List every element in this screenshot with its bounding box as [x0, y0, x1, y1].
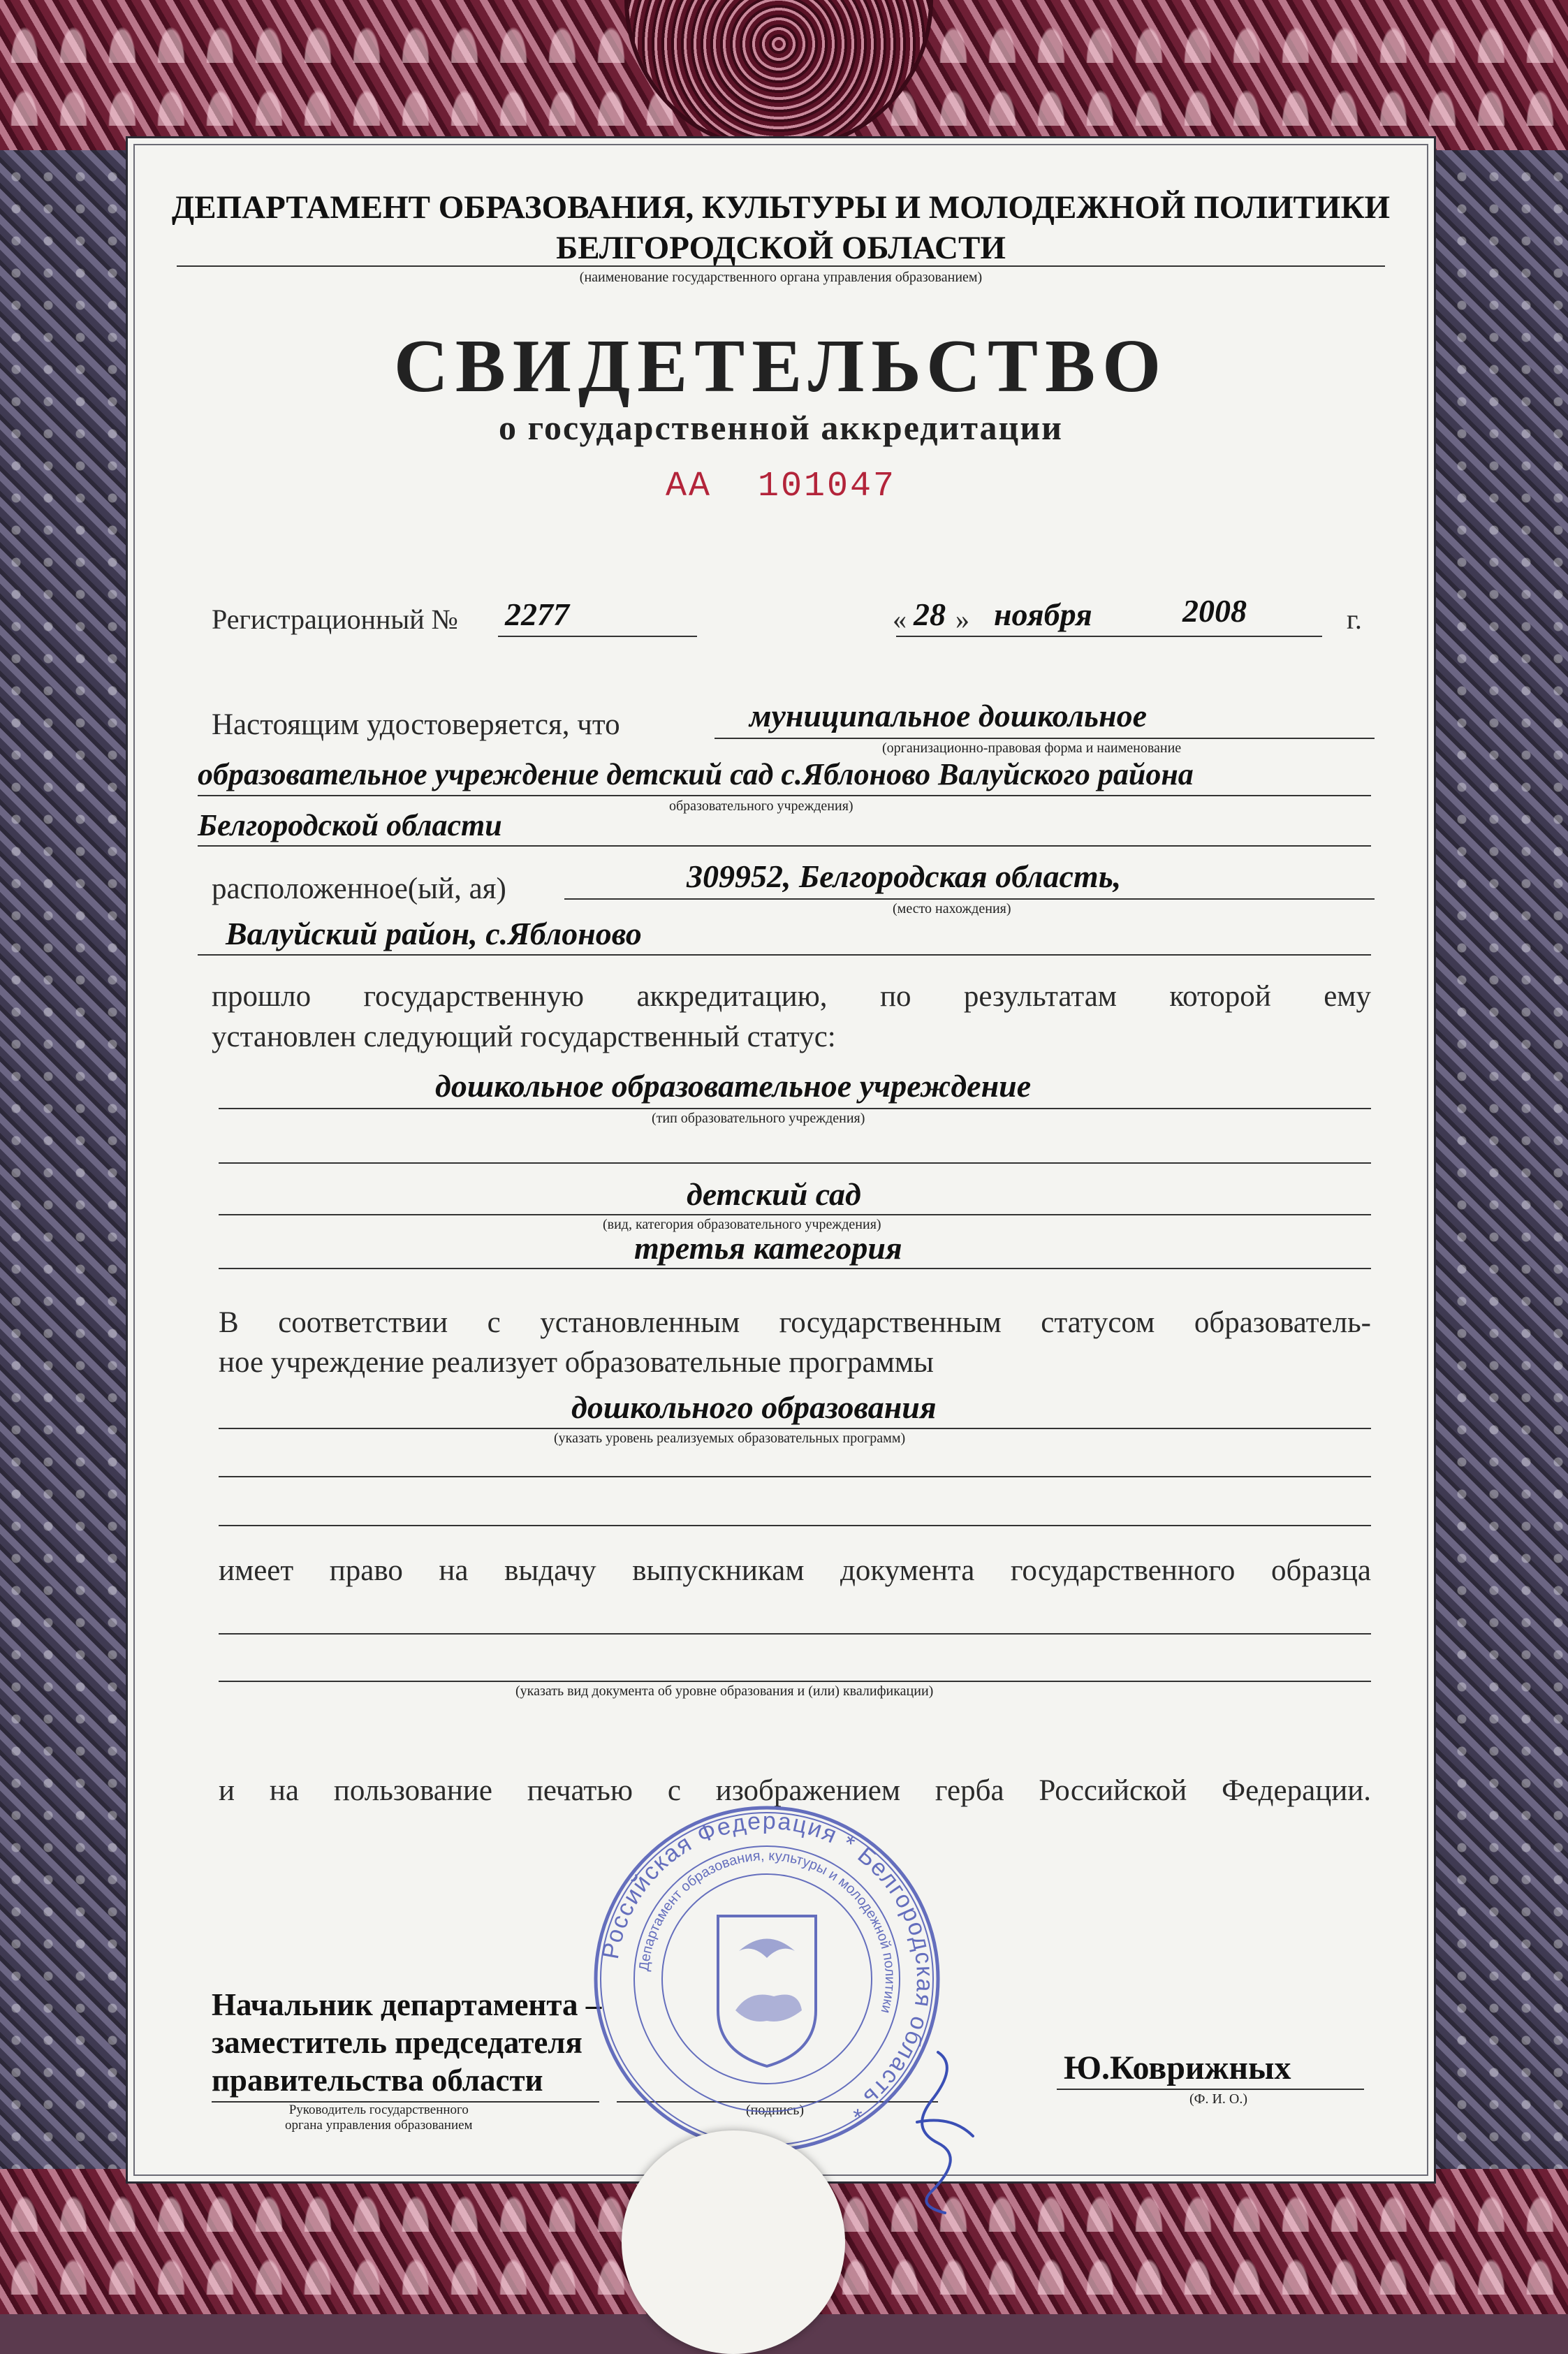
date-underline [896, 636, 1322, 637]
location-line1: 309952, Белгородская область, [687, 858, 1122, 894]
registration-label: Регистрационный № [212, 604, 458, 635]
authority-caption: (наименование государственного органа управления образованием) [579, 270, 983, 285]
rights-caption: (указать вид документа об уровне образования и (или) квалификации) [515, 1683, 934, 1699]
coat-of-arms-icon [718, 1916, 816, 2066]
status-text-line2: установлен следующий государственный статус: [212, 1021, 836, 1053]
programs-text-line2: ное учреждение реализует образовательные программы [219, 1346, 934, 1379]
date-day: 28 [914, 597, 946, 632]
stamp-inner-text: Департамент образования, культуры и молодежной политики [636, 1848, 898, 2015]
issuing-authority-line2: БЕЛГОРОДСКОЙ ОБЛАСТИ [556, 230, 1006, 266]
date-year: 2008 [1182, 593, 1247, 629]
date-close-quote: » [955, 604, 969, 635]
authority-underline [177, 265, 1385, 267]
certify-intro: Настоящим удостоверяется, что [212, 708, 620, 741]
location-line2: Валуйский район, с.Яблоново [226, 916, 642, 951]
serial-series: АА [665, 467, 712, 506]
program-underline-2 [219, 1476, 1371, 1477]
handwritten-signature [854, 2038, 1036, 2220]
head-caption-line2: органа управления образованием [285, 2118, 473, 2133]
signatory-position-line2: заместитель председателя [212, 2025, 582, 2060]
program-caption: (указать уровень реализуемых образовательных программ) [554, 1431, 906, 1446]
signatory-position-line1: Начальник департамента – [212, 1987, 602, 2022]
signer-name: Ю.Коврижных [1064, 2049, 1291, 2086]
type-underline [219, 1108, 1371, 1109]
date-year-suffix: г. [1347, 604, 1362, 635]
institution-kind: детский сад [687, 1176, 861, 1212]
serial-number [128, 467, 1434, 506]
seal-right-text: и на пользование печатью с изображением герба Российской Федерации. [219, 1774, 1371, 1807]
institution-underline-3 [198, 845, 1371, 847]
category-underline [219, 1268, 1371, 1269]
serial-digits: 101047 [758, 467, 897, 506]
type-underline-2 [219, 1162, 1371, 1164]
type-caption: (тип образовательного учреждения) [652, 1111, 865, 1126]
location-underline-2 [198, 954, 1371, 956]
signatory-position-line3: правительства области [212, 2063, 543, 2098]
institution-type: дошкольное образовательное учреждение [435, 1068, 1032, 1104]
institution-caption-2: образовательного учреждения) [669, 798, 853, 814]
kind-caption: (вид, категория образовательного учреждения) [603, 1217, 881, 1232]
head-caption [285, 2103, 473, 2133]
issuing-authority-line1: ДЕПАРТАМЕНТ ОБРАЗОВАНИЯ, КУЛЬТУРЫ И МОЛОДЕЖНОЙ ПОЛИТИКИ [171, 189, 1391, 226]
signatory-position [212, 1986, 601, 2099]
stamp-outer-text: Российская Федерация * Белгородская область * [596, 1807, 939, 2124]
fio-caption: (Ф. И. О.) [1189, 2091, 1248, 2107]
location-label: расположенное(ый, ая) [212, 872, 506, 905]
institution-underline-2 [198, 795, 1371, 796]
institution-name-part2: образовательное учреждение детский сад с.Яблоново Валуйского района [198, 757, 1194, 791]
program-underline-3 [219, 1525, 1371, 1526]
institution-name-part1: муниципальное дошкольное [749, 698, 1148, 733]
institution-name-part3: Белгородской области [198, 808, 502, 842]
document-subtitle: о государственной аккредитации [499, 408, 1063, 447]
rights-underline-1 [219, 1633, 1371, 1635]
institution-caption-1: (организационно-правовая форма и наименование [882, 740, 1182, 756]
signer-underline [1057, 2089, 1364, 2090]
signature-caption: (подпись) [746, 2103, 805, 2118]
programs-text-line1: В соответствии с установленным государственным статусом образователь- [219, 1306, 1371, 1339]
bottom-ornament-medallion [622, 2130, 845, 2354]
registration-underline [498, 636, 697, 637]
institution-underline-1 [715, 738, 1375, 739]
rights-text: имеет право на выдачу выпускникам документа государственного образца [219, 1554, 1371, 1587]
registration-number: 2277 [505, 597, 569, 632]
institution-category: третья категория [634, 1230, 902, 1266]
head-caption-line1: Руководитель государственного [288, 2103, 469, 2117]
date-month: ноября [994, 597, 1092, 632]
document-title: СВИДЕТЕЛЬСТВО [393, 325, 1168, 408]
kind-underline [219, 1214, 1371, 1215]
status-text-line1: прошло государственную аккредитацию, по результатам которой ему [212, 980, 1371, 1013]
certificate-sheet [126, 136, 1436, 2184]
svg-text:Департамент образования, культ [636, 1848, 897, 2015]
rights-underline-2 [219, 1681, 1371, 1682]
issuing-authority [128, 187, 1434, 268]
program-underline-1 [219, 1428, 1371, 1429]
location-underline-1 [564, 898, 1375, 900]
location-caption: (место нахождения) [893, 901, 1011, 916]
date-open-quote: « [893, 604, 907, 635]
program-level: дошкольного образования [571, 1389, 937, 1425]
